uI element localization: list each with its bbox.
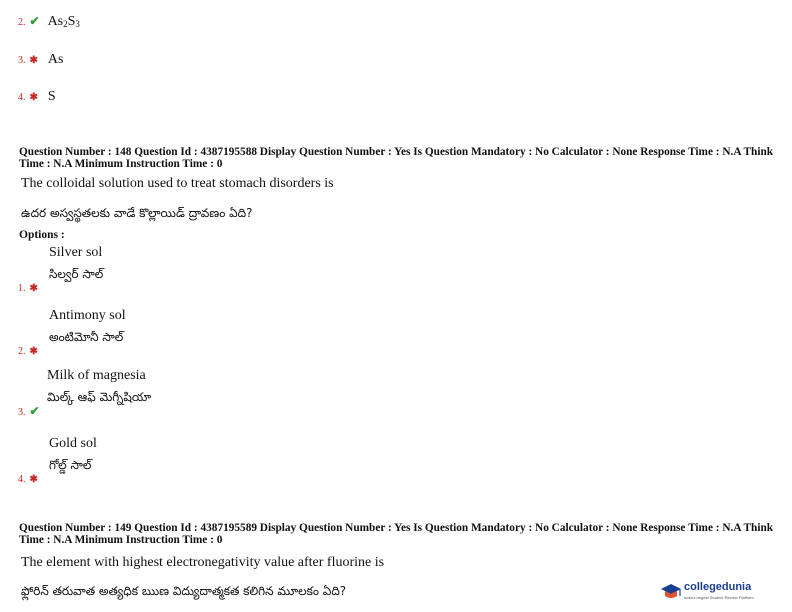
prev-option-3 — [18, 50, 63, 68]
graduation-cap-icon — [660, 581, 682, 603]
option-text-te: అంటిమోనీ సాల్ — [49, 330, 124, 344]
question-text-en: The colloidal solution used to treat stomach disorders is — [21, 176, 334, 191]
option-text-te: గోల్డ్ సాల్ — [49, 458, 92, 472]
wrong-cross-icon: ✱ — [29, 283, 38, 294]
option-text: As — [47, 52, 64, 67]
option-number: 4. — [18, 474, 26, 485]
question-meta: Question Number : 149 Question Id : 4387195589 Display Question Number : Yes Is Question Mandatory : No Calculator : None Response Time : N.A Think Time : N.A Minimum Instruction Time : 0 — [19, 522, 774, 546]
prev-option-2 — [18, 12, 80, 30]
option-text-te: సిల్వర్ సాల్ — [49, 267, 104, 281]
correct-check-icon: ✔ — [29, 14, 40, 28]
logo-tagline: India's largest Student Review Platform — [684, 595, 754, 600]
option-number: 3. — [18, 55, 26, 66]
option-number: 3. — [18, 407, 26, 418]
question-text-te: ఫ్లోరిన్ తరువాత అత్యధిక ఋణ విద్యుదాత్మకత కలిగిన మూలకం ఏది? — [21, 584, 347, 598]
option-text-en: Gold sol — [49, 436, 97, 451]
option-text-en: Milk of magnesia — [47, 368, 146, 383]
question-text-en: The element with highest electronegativity value after fluorine is — [21, 555, 385, 570]
correct-check-icon: ✔ — [29, 404, 40, 418]
option-marker-4 — [18, 469, 38, 487]
wrong-cross-icon: ✱ — [29, 346, 38, 357]
option-text: $As_2S_3$ — [47, 14, 80, 29]
option-text: S — [47, 89, 56, 104]
option-marker-3 — [18, 402, 40, 420]
option-marker-1 — [18, 278, 38, 296]
logo-name: collegedunia — [684, 581, 752, 593]
option-number: 2. — [18, 17, 26, 28]
option-number: 1. — [18, 283, 26, 294]
wrong-cross-icon: ✱ — [29, 474, 38, 485]
options-label: Options : — [19, 229, 65, 241]
option-text-te: మిల్క్ ఆఫ్ మెగ్నీషియా — [47, 390, 152, 404]
question-text-te: ఉదర అస్వస్థతలకు వాడే కొల్లాయిడ్ ద్రావణం ఏది? — [21, 206, 253, 220]
option-text-en: Silver sol — [49, 245, 103, 260]
option-number: 4. — [18, 92, 26, 103]
option-marker-2 — [18, 341, 38, 359]
wrong-cross-icon: ✱ — [29, 92, 38, 103]
collegedunia-logo — [660, 578, 788, 606]
option-number: 2. — [18, 346, 26, 357]
option-text-en: Antimony sol — [49, 308, 126, 323]
prev-option-4 — [18, 87, 56, 105]
question-meta: Question Number : 148 Question Id : 4387195588 Display Question Number : Yes Is Question Mandatory : No Calculator : None Response Time : N.A Think Time : N.A Minimum Instruction Time : 0 — [19, 146, 774, 170]
wrong-cross-icon: ✱ — [29, 55, 38, 66]
